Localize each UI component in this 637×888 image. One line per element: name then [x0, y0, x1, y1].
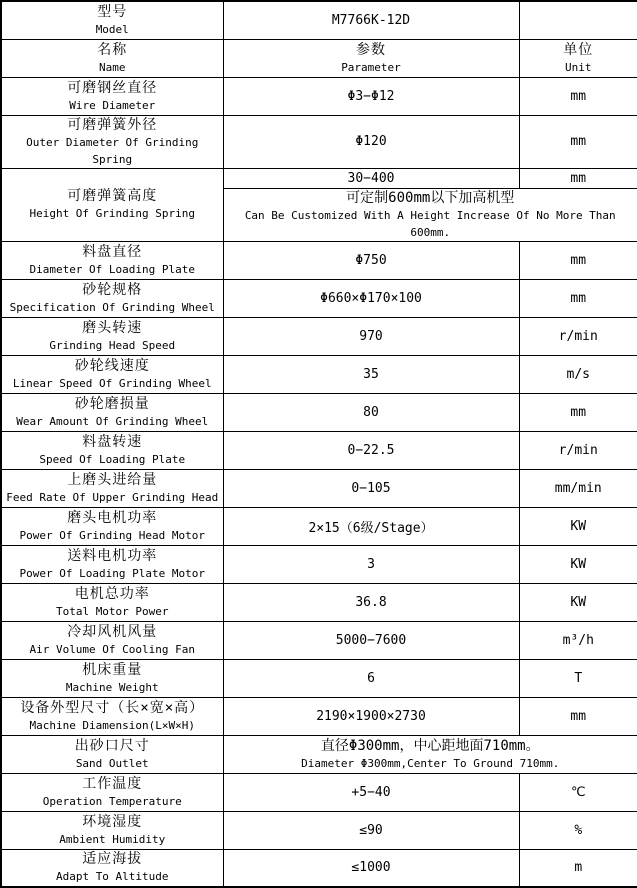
spec-unit-cell: m/s [519, 355, 637, 393]
spec-name-zh: 上磨头进给量 [67, 471, 158, 488]
header-unit-cell [519, 39, 637, 77]
model-label-cell [1, 1, 223, 39]
spec-row-spring-height [1, 168, 637, 188]
spec-value-cell: 36.8 [223, 583, 519, 621]
spec-row-loading-plate-motor-power [1, 545, 637, 583]
spec-name-en: Speed Of Loading Plate [39, 452, 186, 466]
spec-value-cell: 2×15（6级/Stage） [223, 507, 519, 545]
header-unit-zh: 单位 [563, 41, 594, 58]
spec-name-en: Operation Temperature [42, 794, 182, 808]
spec-name-cell [1, 697, 223, 735]
spec-row-ambient-humidity [1, 811, 637, 849]
spec-name-cell [1, 583, 223, 621]
spec-row-feed-rate [1, 469, 637, 507]
spec-row-wheel-specification [1, 279, 637, 317]
spec-unit-cell: KW [519, 507, 637, 545]
spec-name-en: Power Of Grinding Head Motor [19, 528, 205, 542]
spec-unit-cell: mm [519, 77, 637, 115]
spec-unit-cell: r/min [519, 431, 637, 469]
spec-name-en: Linear Speed Of Grinding Wheel [12, 376, 212, 390]
spec-value-cell [223, 735, 637, 773]
spec-name-zh: 磨头电机功率 [67, 509, 158, 526]
spec-name-zh: 磨头转速 [82, 319, 143, 336]
spec-row-total-motor-power [1, 583, 637, 621]
spec-unit-cell: mm [519, 241, 637, 279]
spec-unit-cell: m [519, 849, 637, 887]
spec-unit-cell: mm [519, 115, 637, 168]
spec-name-zh: 料盘转速 [82, 433, 143, 450]
spec-value-cell: ≤1000 [223, 849, 519, 887]
spec-unit-cell: mm [519, 393, 637, 431]
spec-name-en: Diameter Of Loading Plate [29, 262, 196, 276]
spec-unit-cell: % [519, 811, 637, 849]
spec-name-en: Height Of Grinding Spring [29, 207, 196, 220]
spec-name-cell [1, 355, 223, 393]
header-name-zh: 名称 [97, 41, 128, 58]
spec-row-wire-diameter [1, 77, 637, 115]
spec-value-cell: 0−22.5 [223, 431, 519, 469]
spec-row-operation-temperature [1, 773, 637, 811]
spec-name-zh: 送料电机功率 [67, 547, 158, 564]
spec-value-cell: Φ750 [223, 241, 519, 279]
spec-name-zh: 适应海拔 [82, 851, 143, 868]
spec-value-cell: 80 [223, 393, 519, 431]
spec-name-cell [1, 773, 223, 811]
spec-row-grinding-head-motor-power [1, 507, 637, 545]
spec-name-en: Grinding Head Speed [49, 338, 176, 352]
spec-row-sand-outlet [1, 735, 637, 773]
spec-note-en: Can Be Customized With A Height Increase Of No More Than 600mm. [244, 208, 616, 239]
spec-name-cell [1, 811, 223, 849]
header-parameter-en: Parameter [341, 60, 401, 74]
spec-name-zh: 可磨钢丝直径 [67, 79, 158, 96]
spec-name-zh: 可磨弹簧外径 [67, 116, 158, 133]
spec-note-cell [223, 188, 637, 241]
spec-row-wheel-linear-speed [1, 355, 637, 393]
spec-value-cell: ≤90 [223, 811, 519, 849]
spec-name-zh: 环境湿度 [82, 813, 143, 830]
spec-name-en: Specification Of Grinding Wheel [9, 300, 215, 314]
spec-name-en: Total Motor Power [55, 604, 169, 618]
spec-unit-cell: m³/h [519, 621, 637, 659]
spec-value-cell: 3 [223, 545, 519, 583]
spec-unit-cell: mm [519, 279, 637, 317]
spec-name-zh: 设备外型尺寸（长×宽×高） [20, 699, 205, 716]
spec-value-cell: +5−40 [223, 773, 519, 811]
spec-value-zh: 直径Φ300mm，中心距地面710mm。 [320, 737, 540, 754]
spec-value-cell: 2190×1900×2730 [223, 697, 519, 735]
spec-name-cell [1, 115, 223, 168]
spec-unit-cell: KW [519, 545, 637, 583]
spec-value-cell: 30−400 [223, 168, 519, 188]
spec-unit-cell: KW [519, 583, 637, 621]
spec-unit-cell: r/min [519, 317, 637, 355]
spec-name-cell [1, 431, 223, 469]
spec-value-cell: 970 [223, 317, 519, 355]
spec-name-cell [1, 317, 223, 355]
spec-name-en: Outer Diameter Of Grinding Spring [26, 135, 199, 166]
spec-note-zh: 可定制600mm以下加高机型 [346, 189, 515, 206]
spec-name-cell [1, 735, 223, 773]
spec-name-cell [1, 77, 223, 115]
model-unit-cell-empty [519, 1, 637, 39]
spec-name-zh: 机床重量 [82, 661, 143, 678]
spec-row-cooling-fan-air-volume [1, 621, 637, 659]
spec-row-grinding-head-speed [1, 317, 637, 355]
spec-value-cell: 35 [223, 355, 519, 393]
header-parameter-zh: 参数 [356, 41, 386, 58]
spec-name-cell [1, 621, 223, 659]
spec-name-en: Machine Diamension(L×W×H) [29, 718, 196, 732]
spec-value-cell: Φ3−Φ12 [223, 77, 519, 115]
spec-name-cell [1, 241, 223, 279]
spec-value-cell: 0−105 [223, 469, 519, 507]
model-label-zh: 型号 [97, 3, 128, 20]
spec-name-cell [1, 507, 223, 545]
spec-value-cell: 6 [223, 659, 519, 697]
spec-name-zh: 砂轮规格 [82, 281, 143, 298]
spec-name-zh: 冷却风机风量 [67, 623, 158, 640]
spec-row-machine-dimension [1, 697, 637, 735]
spec-row-adapt-to-altitude [1, 849, 637, 887]
spec-unit-cell: mm/min [519, 469, 637, 507]
spec-name-en: Air Volume Of Cooling Fan [29, 642, 196, 656]
spec-name-en: Feed Rate Of Upper Grinding Head [6, 490, 219, 504]
spec-name-zh: 出砂口尺寸 [74, 737, 150, 754]
spec-value-en: Diameter Φ300mm,Center To Ground 710mm. [301, 756, 560, 770]
spec-value-cell: Φ660×Φ170×100 [223, 279, 519, 317]
spec-row-loading-plate-speed [1, 431, 637, 469]
spec-name-zh: 电机总功率 [74, 585, 150, 602]
spec-name-en: Machine Weight [65, 680, 159, 694]
spec-row-machine-weight [1, 659, 637, 697]
spec-name-en: Power Of Loading Plate Motor [19, 566, 205, 580]
spec-name-cell [1, 168, 223, 241]
spec-name-cell [1, 849, 223, 887]
spec-name-cell [1, 545, 223, 583]
spec-value-cell: 5000−7600 [223, 621, 519, 659]
spec-value-cell: Φ120 [223, 115, 519, 168]
spec-name-en: Wire Diameter [69, 98, 156, 112]
model-value-cell: M7766K-12D [223, 1, 519, 39]
model-row [1, 1, 637, 39]
spec-name-en: Adapt To Altitude [55, 870, 169, 884]
header-row [1, 39, 637, 77]
spec-name-zh: 可磨弹簧高度 [67, 188, 158, 204]
spec-name-zh: 料盘直径 [82, 243, 143, 260]
spec-row-wheel-wear-amount [1, 393, 637, 431]
spec-name-zh: 工作温度 [82, 775, 143, 792]
spec-name-zh: 砂轮磨损量 [74, 395, 150, 412]
spec-name-cell [1, 469, 223, 507]
header-parameter-cell [223, 39, 519, 77]
spec-name-cell [1, 393, 223, 431]
spec-name-en: Sand Outlet [75, 756, 149, 770]
spec-unit-cell: ℃ [519, 773, 637, 811]
spec-name-cell [1, 279, 223, 317]
spec-row-loading-plate-diameter [1, 241, 637, 279]
header-unit-en: Unit [565, 60, 592, 74]
spec-unit-cell: mm [519, 168, 637, 188]
model-label-en: Model [95, 22, 129, 36]
spec-name-cell [1, 659, 223, 697]
spec-name-en: Ambient Humidity [59, 832, 166, 846]
header-name-cell [1, 39, 223, 77]
spec-unit-cell: mm [519, 697, 637, 735]
header-name-en: Name [99, 60, 126, 74]
spec-name-zh: 砂轮线速度 [74, 357, 150, 374]
spec-unit-cell: T [519, 659, 637, 697]
spec-row-outer-diameter [1, 115, 637, 168]
spec-name-en: Wear Amount Of Grinding Wheel [16, 414, 209, 428]
